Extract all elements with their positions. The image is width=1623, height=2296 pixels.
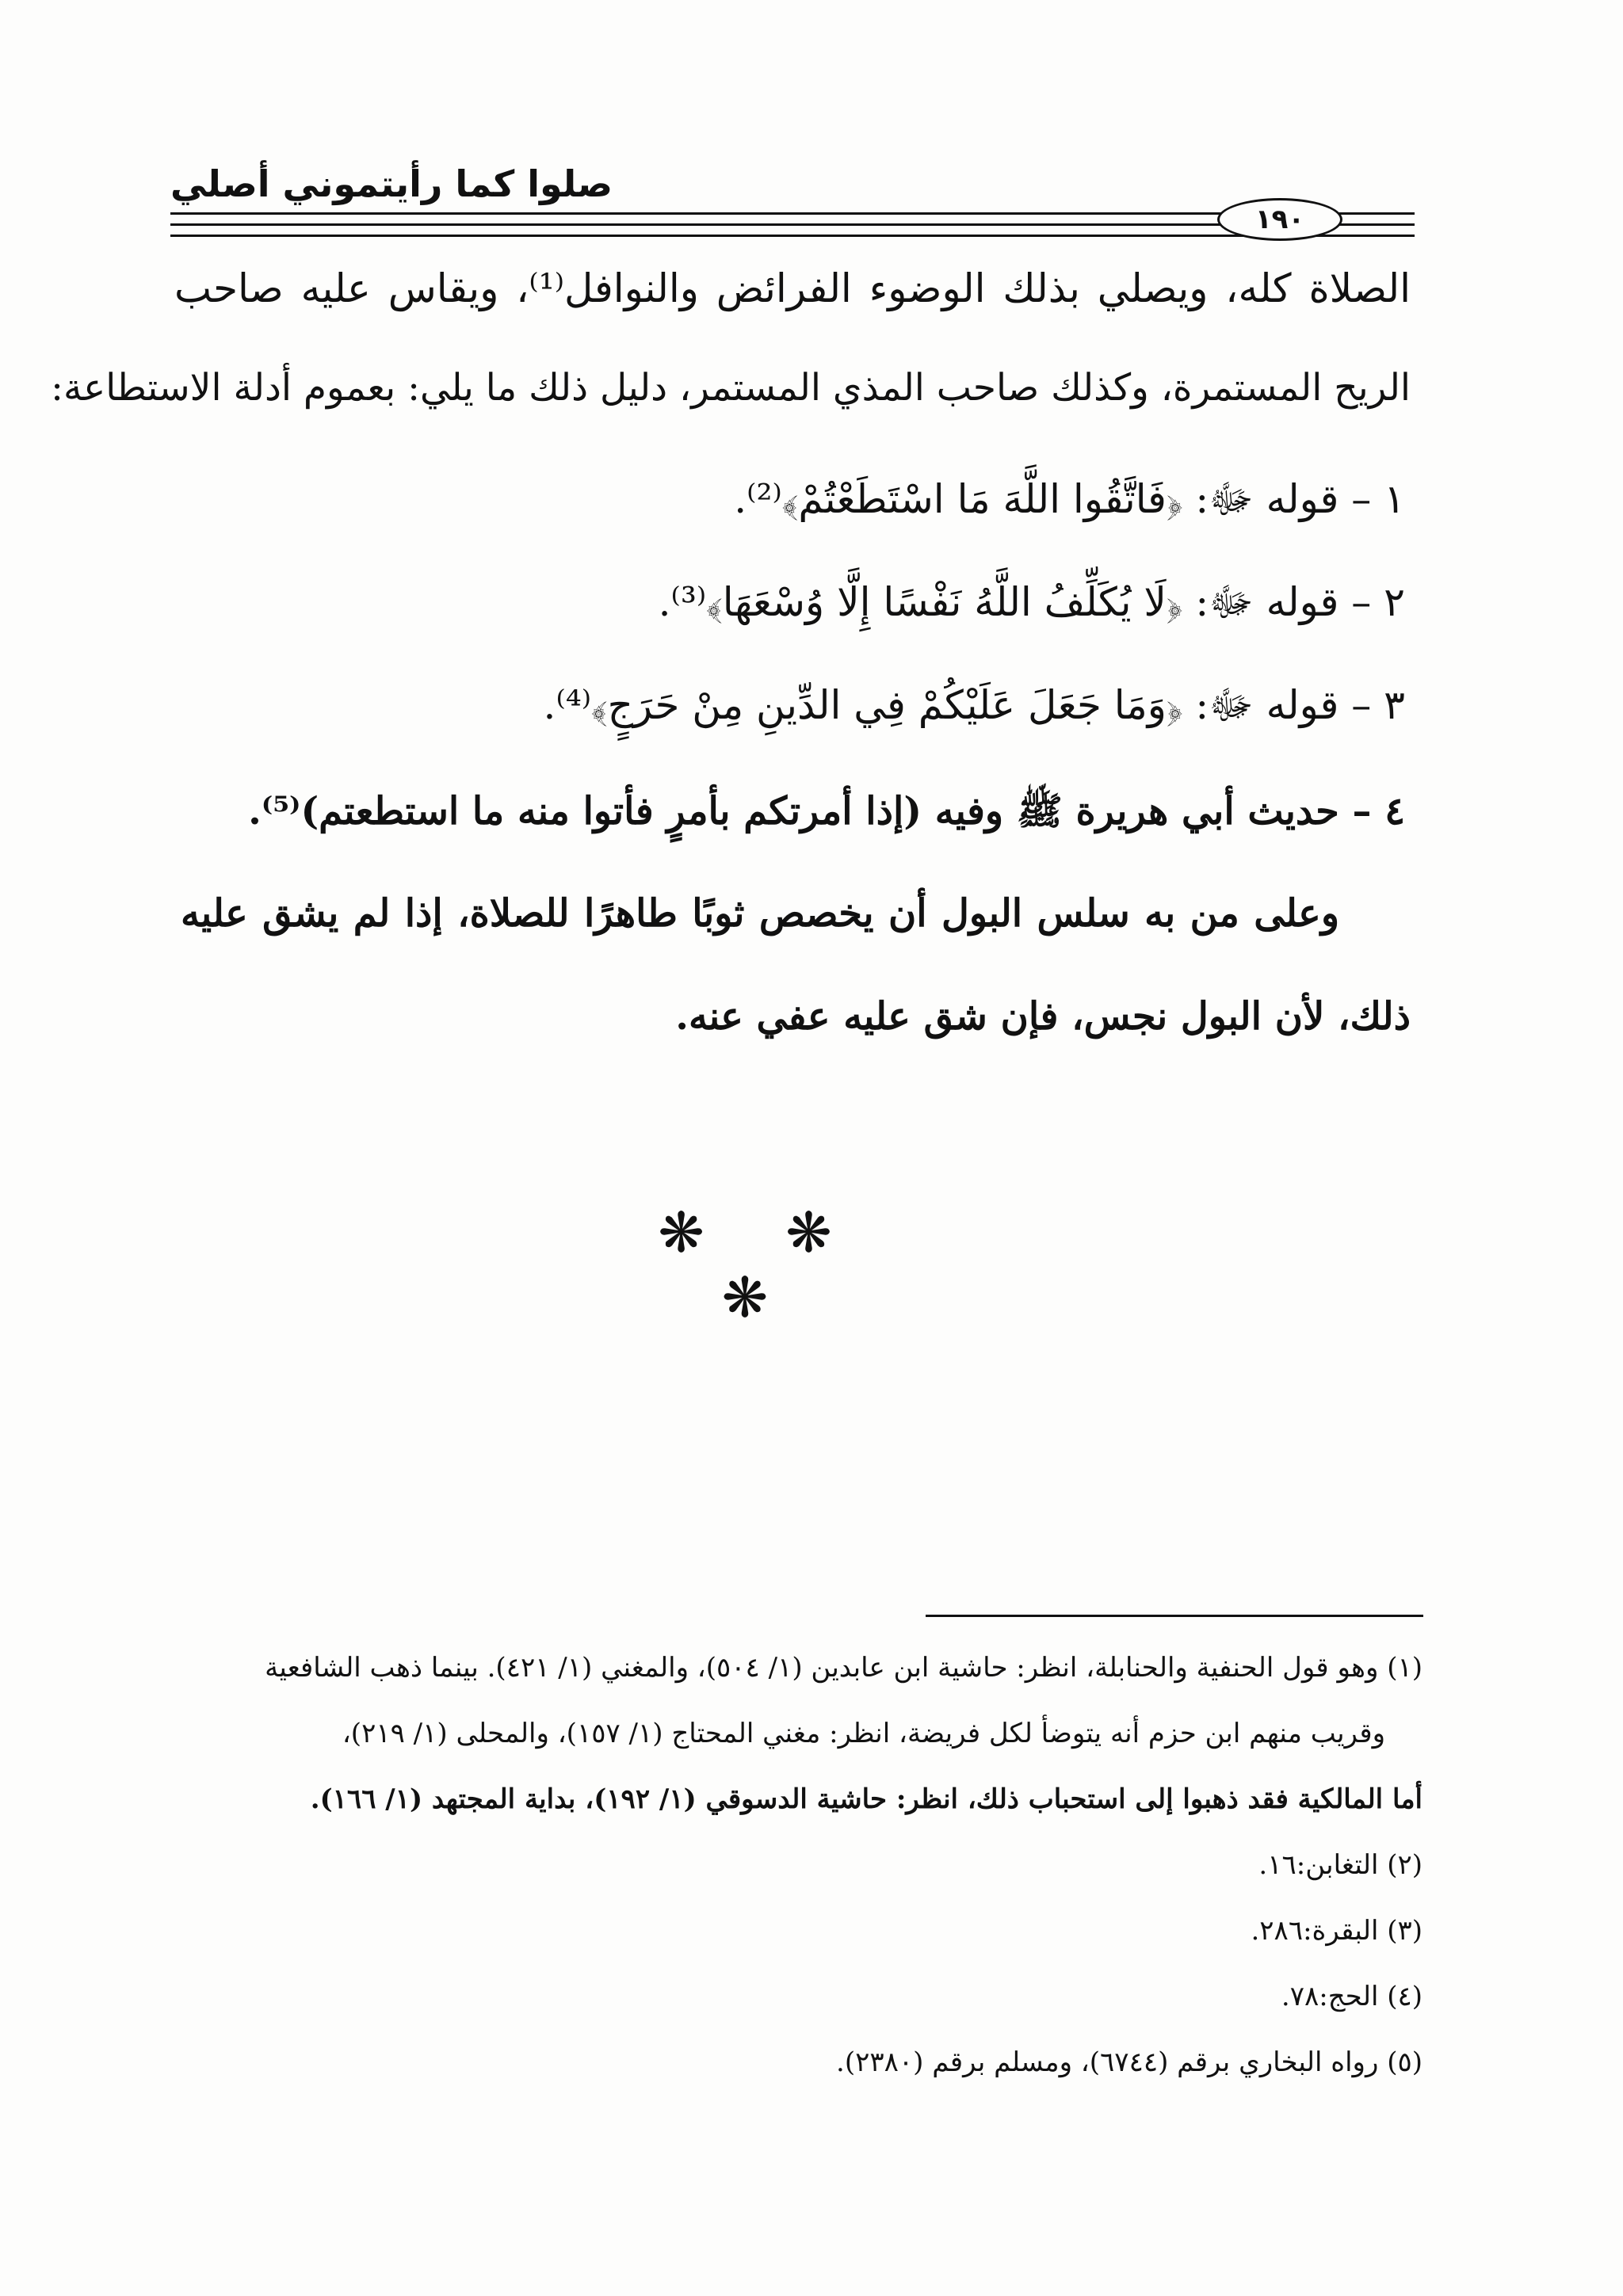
verse-item: ٢ – قوله ﷻ: ﴿لَا يُكَلِّفُ اللَّهُ نَفْسًا إِلَّا وُسْعَهَا﴾⁽³⁾. [658, 579, 1405, 625]
verse-item: ١ – قوله ﷻ: ﴿فَاتَّقُوا اللَّهَ مَا اسْتَطَعْتُمْ﴾⁽²⁾. [734, 476, 1405, 522]
body-line: ذلك، لأن البول نجس، فإن شق عليه عفي عنه. [675, 994, 1411, 1039]
footnote-rule [926, 1615, 1423, 1617]
footnote: أما المالكية فقد ذهبوا إلى استحباب ذلك، انظر: حاشية الدسوقي (١/ ١٩٢)، بداية المجتهد (١/ ١٦٦). [310, 1783, 1423, 1815]
page-number: ١٩٠ [1217, 198, 1342, 241]
footnote: (٢) التغابن:١٦. [1258, 1849, 1423, 1881]
body-line: الصلاة كله، ويصلي بذلك الوضوء الفرائض والنوافل⁽¹⁾، ويقاس عليه صاحب [174, 265, 1411, 311]
footnote: (١) وهو قول الحنفية والحنابلة، انظر: حاشية ابن عابدين (١/ ٥٠٤)، والمغني (١/ ٤٢١). بينما ذهب الشافعية [265, 1652, 1423, 1684]
footnote: وقريب منهم ابن حزم أنه يتوضأ لكل فريضة، انظر: مغني المحتاج (١/ ١٥٧)، والمحلى (١/ ٢١٩)، [342, 1718, 1385, 1749]
book-title: صلوا كما رأيتموني أصلي [170, 162, 613, 205]
body-line: وعلى من به سلس البول أن يخصص ثوبًا طاهرًا للصلاة، إذا لم يشق عليه [181, 891, 1339, 936]
body-line: الريح المستمرة، وكذلك صاحب المذي المستمر، دليل ذلك ما يلي: بعموم أدلة الاستطاعة: [51, 366, 1411, 410]
header-rule-bottom [170, 235, 1415, 237]
footnote: (٣) البقرة:٢٨٦. [1251, 1915, 1423, 1947]
footnote: (٥) رواه البخاري برقم (٦٧٤٤)، ومسلم برقم (٢٣٨٠). [836, 2046, 1423, 2078]
footnote: (٤) الحج:٧٨. [1281, 1981, 1423, 2012]
section-separator: ❋ ❋ ❋ [658, 1200, 864, 1330]
verse-item: ٣ – قوله ﷻ: ﴿وَمَا جَعَلَ عَلَيْكُمْ فِي الدِّينِ مِنْ حَرَجٍ﴾⁽⁴⁾. [543, 682, 1405, 728]
hadith-item: ٤ – حديث أبي هريرة ﷺ وفيه (إذا أمرتكم بأمرٍ فأتوا منه ما استطعتم)⁽⁵⁾. [248, 789, 1405, 833]
